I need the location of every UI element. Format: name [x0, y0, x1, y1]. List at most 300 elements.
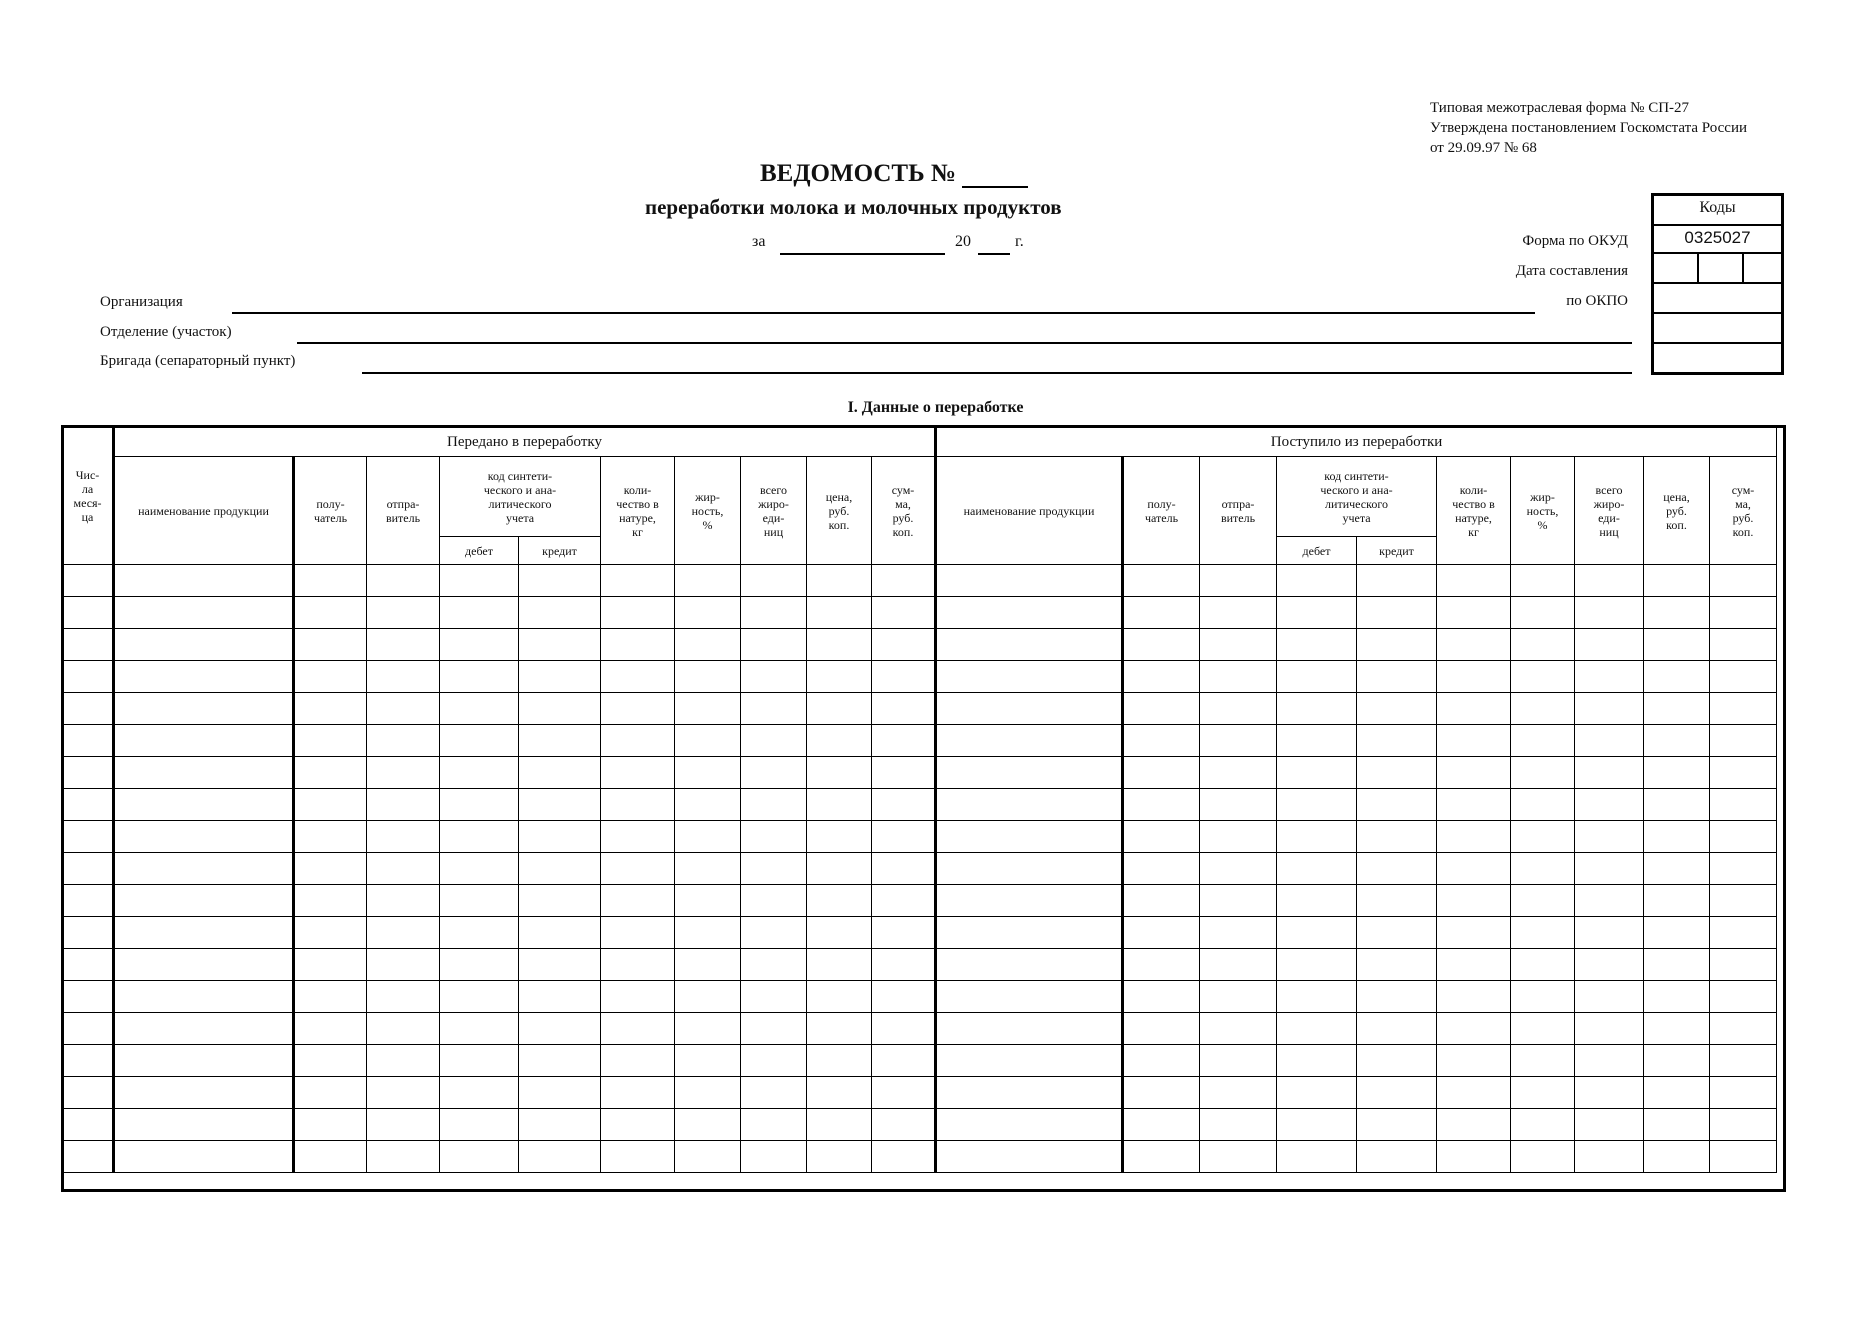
table-cell[interactable]	[1277, 949, 1357, 981]
table-cell[interactable]	[741, 1077, 807, 1109]
table-cell[interactable]	[741, 853, 807, 885]
table-cell[interactable]	[440, 853, 519, 885]
table-cell[interactable]	[440, 917, 519, 949]
table-cell[interactable]	[519, 597, 601, 629]
table-cell[interactable]	[601, 597, 675, 629]
table-cell[interactable]	[1357, 1045, 1437, 1077]
table-cell[interactable]	[741, 885, 807, 917]
table-cell[interactable]	[675, 661, 741, 693]
table-cell[interactable]	[1277, 789, 1357, 821]
table-cell[interactable]	[601, 629, 675, 661]
table-cell[interactable]	[872, 661, 936, 693]
table-cell[interactable]	[872, 1109, 936, 1141]
table-cell[interactable]	[294, 629, 367, 661]
table-cell[interactable]	[440, 981, 519, 1013]
table-cell[interactable]	[1200, 629, 1277, 661]
table-cell[interactable]	[1644, 565, 1710, 597]
table-cell[interactable]	[114, 1077, 294, 1109]
table-cell[interactable]	[1200, 917, 1277, 949]
table-cell[interactable]	[936, 629, 1123, 661]
table-cell[interactable]	[1511, 1077, 1575, 1109]
table-cell[interactable]	[1710, 949, 1777, 981]
table-cell[interactable]	[1575, 565, 1644, 597]
table-cell[interactable]	[1575, 885, 1644, 917]
table-cell[interactable]	[872, 1013, 936, 1045]
table-cell[interactable]	[1710, 629, 1777, 661]
table-cell[interactable]	[741, 597, 807, 629]
table-cell[interactable]	[63, 949, 114, 981]
table-cell[interactable]	[440, 949, 519, 981]
table-cell[interactable]	[601, 757, 675, 789]
table-cell[interactable]	[440, 693, 519, 725]
table-cell[interactable]	[519, 1109, 601, 1141]
table-cell[interactable]	[936, 821, 1123, 853]
table-cell[interactable]	[1123, 661, 1200, 693]
table-cell[interactable]	[1123, 597, 1200, 629]
table-cell[interactable]	[1200, 757, 1277, 789]
table-cell[interactable]	[1511, 757, 1575, 789]
table-cell[interactable]	[936, 981, 1123, 1013]
table-cell[interactable]	[1437, 853, 1511, 885]
table-cell[interactable]	[367, 565, 440, 597]
table-cell[interactable]	[872, 885, 936, 917]
table-cell[interactable]	[675, 949, 741, 981]
table-cell[interactable]	[1357, 853, 1437, 885]
table-cell[interactable]	[807, 917, 872, 949]
table-cell[interactable]	[1437, 597, 1511, 629]
table-cell[interactable]	[675, 693, 741, 725]
table-cell[interactable]	[936, 1013, 1123, 1045]
table-cell[interactable]	[1575, 693, 1644, 725]
table-cell[interactable]	[1437, 661, 1511, 693]
table-cell[interactable]	[1123, 1077, 1200, 1109]
table-cell[interactable]	[114, 629, 294, 661]
table-cell[interactable]	[601, 565, 675, 597]
table-cell[interactable]	[1123, 725, 1200, 757]
table-cell[interactable]	[872, 853, 936, 885]
table-cell[interactable]	[367, 1077, 440, 1109]
document-number-blank[interactable]	[962, 160, 1028, 188]
table-cell[interactable]	[872, 597, 936, 629]
table-cell[interactable]	[1437, 629, 1511, 661]
table-cell[interactable]	[1437, 789, 1511, 821]
table-cell[interactable]	[675, 885, 741, 917]
table-cell[interactable]	[519, 757, 601, 789]
table-cell[interactable]	[1123, 917, 1200, 949]
table-cell[interactable]	[1437, 1013, 1511, 1045]
table-cell[interactable]	[440, 597, 519, 629]
brigade-input[interactable]	[362, 372, 1632, 374]
table-cell[interactable]	[675, 1077, 741, 1109]
table-cell[interactable]	[519, 853, 601, 885]
table-cell[interactable]	[1357, 789, 1437, 821]
table-cell[interactable]	[114, 821, 294, 853]
table-cell[interactable]	[1437, 693, 1511, 725]
table-cell[interactable]	[1644, 1045, 1710, 1077]
table-cell[interactable]	[1123, 981, 1200, 1013]
table-cell[interactable]	[1123, 821, 1200, 853]
table-cell[interactable]	[440, 757, 519, 789]
table-cell[interactable]	[872, 757, 936, 789]
table-cell[interactable]	[741, 565, 807, 597]
table-cell[interactable]	[1511, 789, 1575, 821]
table-cell[interactable]	[1575, 757, 1644, 789]
table-cell[interactable]	[872, 789, 936, 821]
table-cell[interactable]	[63, 661, 114, 693]
table-cell[interactable]	[367, 1013, 440, 1045]
table-cell[interactable]	[440, 1109, 519, 1141]
table-cell[interactable]	[741, 917, 807, 949]
table-cell[interactable]	[741, 821, 807, 853]
table-cell[interactable]	[63, 1077, 114, 1109]
table-cell[interactable]	[1277, 821, 1357, 853]
table-cell[interactable]	[1575, 629, 1644, 661]
table-cell[interactable]	[601, 949, 675, 981]
table-cell[interactable]	[1123, 789, 1200, 821]
table-cell[interactable]	[1277, 1045, 1357, 1077]
table-cell[interactable]	[1200, 565, 1277, 597]
table-cell[interactable]	[1644, 1077, 1710, 1109]
table-cell[interactable]	[1710, 1141, 1777, 1173]
table-cell[interactable]	[1644, 949, 1710, 981]
table-cell[interactable]	[1644, 981, 1710, 1013]
department-input[interactable]	[297, 342, 1632, 344]
table-cell[interactable]	[872, 629, 936, 661]
table-cell[interactable]	[1357, 629, 1437, 661]
table-cell[interactable]	[294, 693, 367, 725]
table-cell[interactable]	[936, 757, 1123, 789]
table-cell[interactable]	[675, 629, 741, 661]
table-cell[interactable]	[519, 693, 601, 725]
table-cell[interactable]	[1123, 1013, 1200, 1045]
table-cell[interactable]	[1511, 949, 1575, 981]
table-cell[interactable]	[63, 1045, 114, 1077]
table-cell[interactable]	[1511, 1141, 1575, 1173]
table-cell[interactable]	[1123, 1109, 1200, 1141]
table-cell[interactable]	[1357, 1013, 1437, 1045]
table-cell[interactable]	[367, 1045, 440, 1077]
table-cell[interactable]	[1710, 1109, 1777, 1141]
table-cell[interactable]	[294, 661, 367, 693]
table-cell[interactable]	[114, 1013, 294, 1045]
table-cell[interactable]	[1357, 821, 1437, 853]
table-cell[interactable]	[1511, 1045, 1575, 1077]
table-cell[interactable]	[63, 629, 114, 661]
table-cell[interactable]	[807, 693, 872, 725]
table-cell[interactable]	[1511, 1109, 1575, 1141]
table-cell[interactable]	[114, 917, 294, 949]
table-cell[interactable]	[936, 693, 1123, 725]
table-cell[interactable]	[63, 1013, 114, 1045]
table-cell[interactable]	[114, 1109, 294, 1141]
date-day-cell[interactable]	[1651, 251, 1695, 281]
table-cell[interactable]	[1123, 565, 1200, 597]
table-cell[interactable]	[1277, 597, 1357, 629]
table-cell[interactable]	[601, 1013, 675, 1045]
table-cell[interactable]	[440, 789, 519, 821]
table-cell[interactable]	[519, 1141, 601, 1173]
table-cell[interactable]	[872, 725, 936, 757]
table-cell[interactable]	[807, 1077, 872, 1109]
table-cell[interactable]	[519, 885, 601, 917]
table-cell[interactable]	[294, 1077, 367, 1109]
table-cell[interactable]	[741, 1045, 807, 1077]
table-cell[interactable]	[1277, 757, 1357, 789]
table-cell[interactable]	[294, 725, 367, 757]
table-cell[interactable]	[1277, 981, 1357, 1013]
table-cell[interactable]	[1437, 949, 1511, 981]
table-cell[interactable]	[1277, 1013, 1357, 1045]
table-cell[interactable]	[1200, 597, 1277, 629]
table-cell[interactable]	[1511, 725, 1575, 757]
table-cell[interactable]	[1200, 789, 1277, 821]
table-cell[interactable]	[1437, 565, 1511, 597]
table-cell[interactable]	[440, 565, 519, 597]
table-cell[interactable]	[294, 565, 367, 597]
table-cell[interactable]	[601, 821, 675, 853]
table-cell[interactable]	[1200, 949, 1277, 981]
table-cell[interactable]	[1200, 661, 1277, 693]
table-cell[interactable]	[294, 853, 367, 885]
table-cell[interactable]	[294, 1109, 367, 1141]
table-cell[interactable]	[63, 853, 114, 885]
table-cell[interactable]	[440, 1141, 519, 1173]
table-cell[interactable]	[675, 1109, 741, 1141]
table-cell[interactable]	[936, 949, 1123, 981]
table-cell[interactable]	[367, 789, 440, 821]
table-cell[interactable]	[367, 757, 440, 789]
table-cell[interactable]	[63, 821, 114, 853]
table-cell[interactable]	[936, 853, 1123, 885]
table-cell[interactable]	[1710, 981, 1777, 1013]
table-cell[interactable]	[807, 1013, 872, 1045]
table-cell[interactable]	[807, 981, 872, 1013]
table-cell[interactable]	[294, 757, 367, 789]
table-cell[interactable]	[807, 885, 872, 917]
table-cell[interactable]	[1511, 821, 1575, 853]
table-cell[interactable]	[1644, 821, 1710, 853]
table-cell[interactable]	[1437, 981, 1511, 1013]
table-cell[interactable]	[807, 789, 872, 821]
table-cell[interactable]	[294, 597, 367, 629]
table-cell[interactable]	[367, 821, 440, 853]
table-cell[interactable]	[1123, 949, 1200, 981]
table-cell[interactable]	[936, 789, 1123, 821]
table-cell[interactable]	[1511, 629, 1575, 661]
table-cell[interactable]	[1200, 821, 1277, 853]
table-cell[interactable]	[807, 565, 872, 597]
table-cell[interactable]	[1437, 917, 1511, 949]
table-cell[interactable]	[807, 821, 872, 853]
table-cell[interactable]	[601, 1045, 675, 1077]
table-cell[interactable]	[807, 1045, 872, 1077]
table-cell[interactable]	[675, 757, 741, 789]
table-cell[interactable]	[741, 1013, 807, 1045]
table-cell[interactable]	[294, 885, 367, 917]
table-cell[interactable]	[675, 1141, 741, 1173]
table-cell[interactable]	[1123, 853, 1200, 885]
table-cell[interactable]	[1710, 1013, 1777, 1045]
table-cell[interactable]	[440, 1013, 519, 1045]
table-cell[interactable]	[1575, 853, 1644, 885]
table-cell[interactable]	[1357, 693, 1437, 725]
table-cell[interactable]	[440, 885, 519, 917]
table-cell[interactable]	[367, 1141, 440, 1173]
table-cell[interactable]	[675, 725, 741, 757]
table-cell[interactable]	[601, 725, 675, 757]
table-cell[interactable]	[519, 725, 601, 757]
table-cell[interactable]	[519, 629, 601, 661]
table-cell[interactable]	[1437, 757, 1511, 789]
table-cell[interactable]	[294, 1141, 367, 1173]
table-cell[interactable]	[1511, 693, 1575, 725]
table-cell[interactable]	[601, 885, 675, 917]
table-cell[interactable]	[367, 661, 440, 693]
table-cell[interactable]	[741, 693, 807, 725]
table-cell[interactable]	[1644, 1109, 1710, 1141]
table-cell[interactable]	[63, 757, 114, 789]
table-cell[interactable]	[1511, 917, 1575, 949]
table-cell[interactable]	[1575, 1141, 1644, 1173]
table-cell[interactable]	[675, 853, 741, 885]
table-cell[interactable]	[1437, 1077, 1511, 1109]
table-cell[interactable]	[1437, 821, 1511, 853]
table-cell[interactable]	[1357, 885, 1437, 917]
table-cell[interactable]	[872, 565, 936, 597]
table-cell[interactable]	[440, 821, 519, 853]
table-cell[interactable]	[1437, 725, 1511, 757]
table-cell[interactable]	[675, 565, 741, 597]
table-cell[interactable]	[1123, 885, 1200, 917]
table-cell[interactable]	[1644, 789, 1710, 821]
table-cell[interactable]	[1575, 725, 1644, 757]
table-cell[interactable]	[1357, 661, 1437, 693]
table-cell[interactable]	[114, 725, 294, 757]
table-cell[interactable]	[63, 1141, 114, 1173]
table-cell[interactable]	[294, 1013, 367, 1045]
table-cell[interactable]	[1437, 885, 1511, 917]
table-cell[interactable]	[367, 693, 440, 725]
table-cell[interactable]	[601, 789, 675, 821]
table-cell[interactable]	[1511, 565, 1575, 597]
table-cell[interactable]	[1277, 917, 1357, 949]
table-cell[interactable]	[1710, 1045, 1777, 1077]
table-cell[interactable]	[936, 661, 1123, 693]
table-cell[interactable]	[1710, 725, 1777, 757]
table-cell[interactable]	[1357, 1141, 1437, 1173]
table-cell[interactable]	[1357, 725, 1437, 757]
table-cell[interactable]	[1200, 693, 1277, 725]
table-cell[interactable]	[367, 853, 440, 885]
table-cell[interactable]	[807, 661, 872, 693]
table-cell[interactable]	[741, 949, 807, 981]
table-cell[interactable]	[114, 565, 294, 597]
table-cell[interactable]	[1575, 917, 1644, 949]
table-cell[interactable]	[1644, 853, 1710, 885]
table-cell[interactable]	[1644, 1141, 1710, 1173]
table-cell[interactable]	[936, 917, 1123, 949]
table-cell[interactable]	[872, 1045, 936, 1077]
table-cell[interactable]	[1575, 597, 1644, 629]
table-cell[interactable]	[1357, 949, 1437, 981]
table-cell[interactable]	[519, 661, 601, 693]
table-cell[interactable]	[63, 885, 114, 917]
table-cell[interactable]	[1277, 565, 1357, 597]
table-cell[interactable]	[114, 885, 294, 917]
table-cell[interactable]	[1644, 1013, 1710, 1045]
table-cell[interactable]	[440, 1077, 519, 1109]
table-cell[interactable]	[1123, 1141, 1200, 1173]
table-cell[interactable]	[1710, 693, 1777, 725]
table-cell[interactable]	[1123, 693, 1200, 725]
table-cell[interactable]	[1644, 597, 1710, 629]
table-cell[interactable]	[114, 693, 294, 725]
table-cell[interactable]	[1575, 661, 1644, 693]
year-blank[interactable]	[978, 253, 1010, 255]
table-cell[interactable]	[601, 981, 675, 1013]
table-cell[interactable]	[872, 1141, 936, 1173]
table-cell[interactable]	[1357, 1077, 1437, 1109]
table-cell[interactable]	[741, 661, 807, 693]
table-cell[interactable]	[1511, 661, 1575, 693]
table-cell[interactable]	[519, 821, 601, 853]
table-cell[interactable]	[807, 1109, 872, 1141]
table-cell[interactable]	[601, 661, 675, 693]
date-year-cell[interactable]	[1740, 251, 1784, 281]
table-cell[interactable]	[114, 949, 294, 981]
table-cell[interactable]	[1357, 1109, 1437, 1141]
table-cell[interactable]	[519, 949, 601, 981]
table-cell[interactable]	[1511, 885, 1575, 917]
table-cell[interactable]	[741, 725, 807, 757]
table-cell[interactable]	[63, 693, 114, 725]
table-cell[interactable]	[367, 725, 440, 757]
table-cell[interactable]	[1437, 1109, 1511, 1141]
table-cell[interactable]	[1644, 885, 1710, 917]
table-cell[interactable]	[1710, 757, 1777, 789]
table-cell[interactable]	[1357, 565, 1437, 597]
table-cell[interactable]	[741, 789, 807, 821]
table-cell[interactable]	[1575, 981, 1644, 1013]
table-cell[interactable]	[741, 981, 807, 1013]
table-cell[interactable]	[1575, 1077, 1644, 1109]
table-cell[interactable]	[807, 597, 872, 629]
table-cell[interactable]	[367, 629, 440, 661]
table-cell[interactable]	[1200, 1109, 1277, 1141]
table-cell[interactable]	[294, 949, 367, 981]
table-cell[interactable]	[1511, 853, 1575, 885]
table-cell[interactable]	[741, 629, 807, 661]
table-cell[interactable]	[1357, 757, 1437, 789]
table-cell[interactable]	[1200, 1013, 1277, 1045]
table-cell[interactable]	[294, 981, 367, 1013]
table-cell[interactable]	[1710, 661, 1777, 693]
table-cell[interactable]	[1277, 885, 1357, 917]
table-cell[interactable]	[1644, 661, 1710, 693]
table-cell[interactable]	[1575, 1109, 1644, 1141]
table-cell[interactable]	[1277, 661, 1357, 693]
table-cell[interactable]	[1123, 1045, 1200, 1077]
table-cell[interactable]	[601, 917, 675, 949]
table-cell[interactable]	[741, 1109, 807, 1141]
table-cell[interactable]	[872, 981, 936, 1013]
table-cell[interactable]	[294, 789, 367, 821]
table-cell[interactable]	[936, 725, 1123, 757]
table-cell[interactable]	[519, 917, 601, 949]
table-cell[interactable]	[1200, 1077, 1277, 1109]
table-cell[interactable]	[440, 661, 519, 693]
table-cell[interactable]	[114, 597, 294, 629]
